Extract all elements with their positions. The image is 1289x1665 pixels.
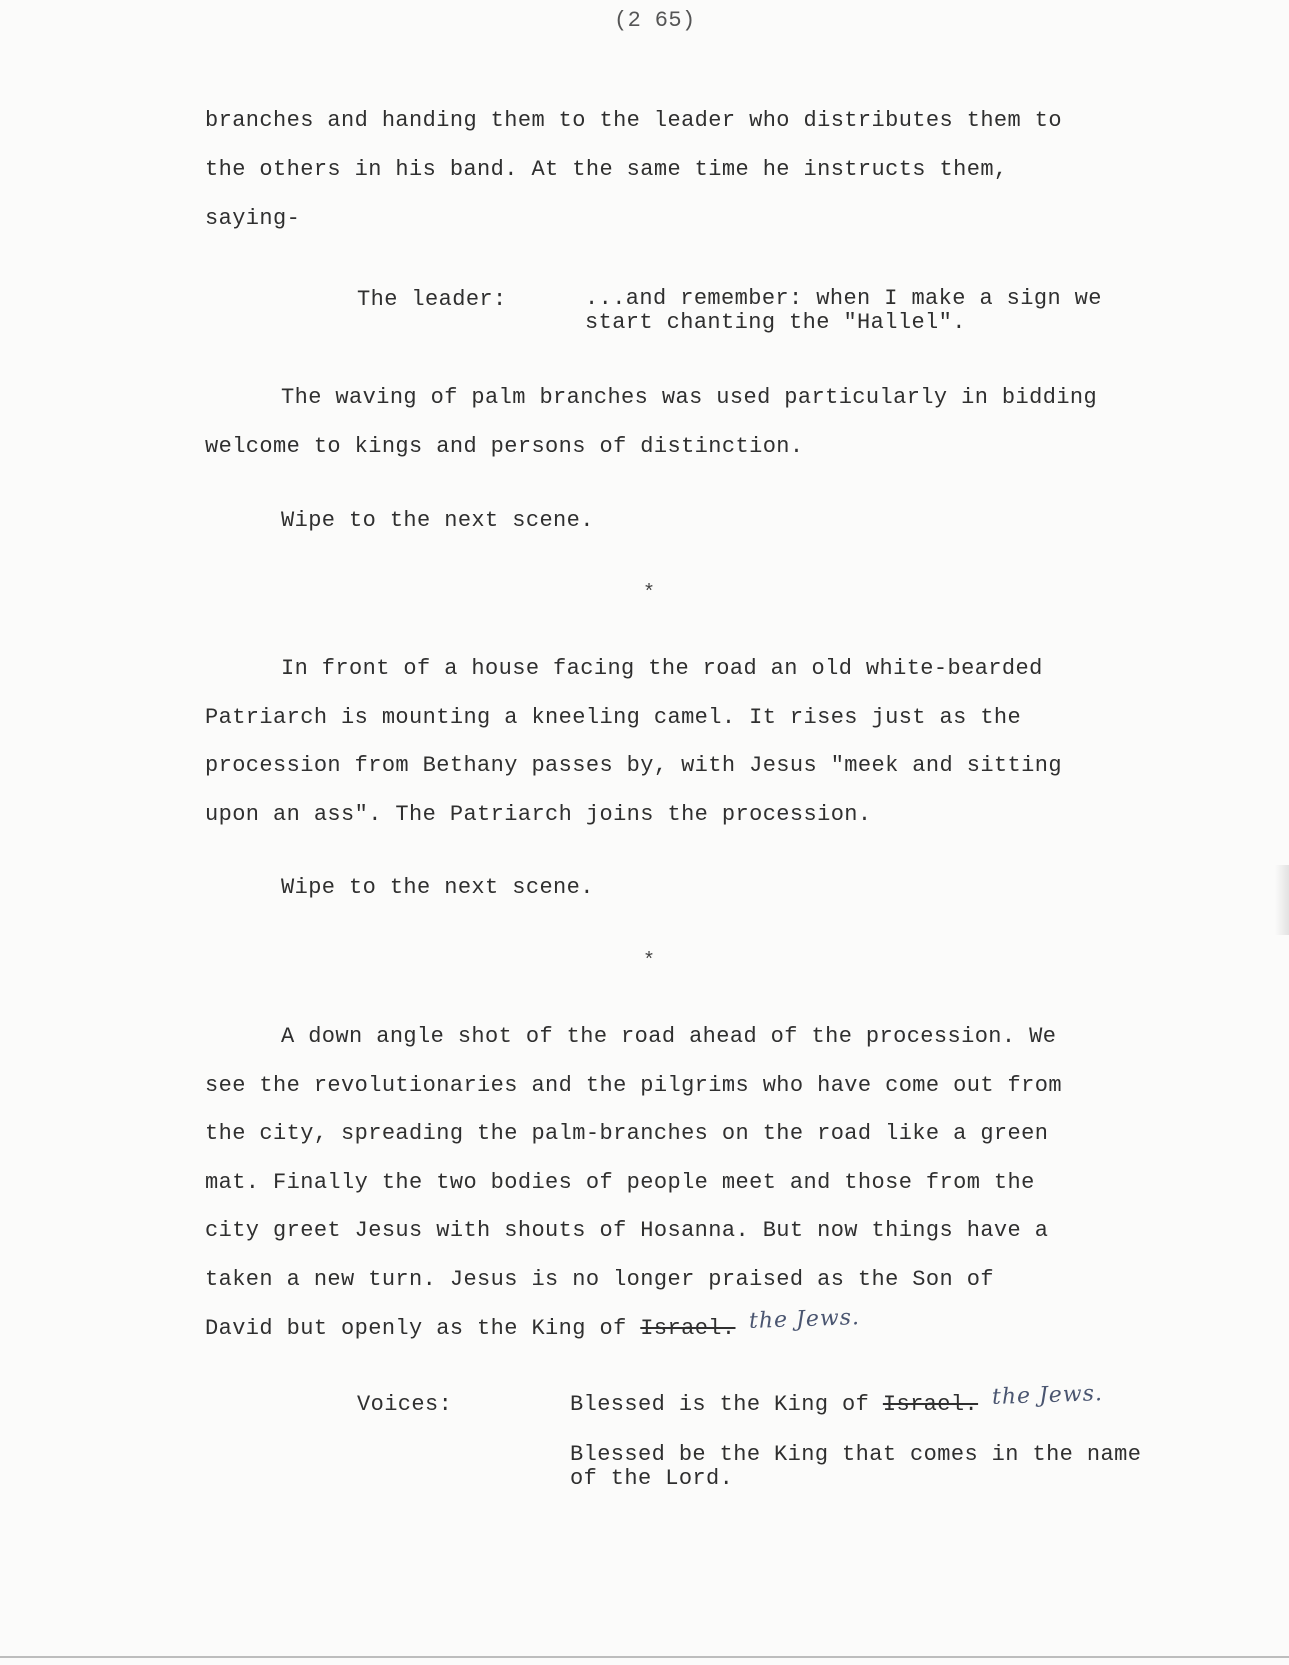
wipe-direction-1: Wipe to the next scene. — [281, 508, 594, 533]
page-edge-shadow — [1275, 865, 1289, 935]
page-number: (2 65) — [614, 8, 696, 33]
paragraph-3-line-1: In front of a house facing the road an old white-bearded — [281, 656, 1043, 681]
bottom-edge-line — [0, 1656, 1289, 1658]
scene-separator-1: * — [643, 582, 656, 605]
dialogue-leader-line-1: ...and remember: when I make a sign we — [585, 286, 1102, 311]
paragraph-4-line-7-text: David but openly as the King of — [205, 1316, 641, 1341]
struck-word-israel: Israel. — [640, 1316, 736, 1341]
wipe-direction-2: Wipe to the next scene. — [281, 875, 594, 900]
dialogue-leader-line-2: start chanting the "Hallel". — [585, 310, 966, 335]
paragraph-3-line-2: Patriarch is mounting a kneeling camel. It rises just as the — [205, 705, 1022, 730]
paragraph-3-line-4: upon an ass". The Patriarch joins the procession. — [205, 802, 872, 827]
paragraph-4-line-2: see the revolutionaries and the pilgrims who have come out from — [205, 1073, 1062, 1098]
struck-word-israel-2: Israel. — [882, 1392, 979, 1417]
paragraph-4-line-4: mat. Finally the two bodies of people meet and those from the — [205, 1170, 1035, 1195]
dialogue-speaker-voices: Voices: — [357, 1392, 453, 1417]
dialogue-voices-line-1-text: Blessed is the King of — [570, 1392, 883, 1417]
paragraph-4-line-5: city greet Jesus with shouts of Hosanna. But now things have a — [205, 1218, 1049, 1243]
paragraph-3-line-3: procession from Bethany passes by, with Jesus "meek and sitting — [205, 753, 1062, 778]
paragraph-4-line-6: taken a new turn. Jesus is no longer praised as the Son of — [205, 1267, 994, 1292]
dialogue-voices-line-3: of the Lord. — [570, 1466, 734, 1491]
paragraph-1-line-1: branches and handing them to the leader who distributes them to — [205, 108, 1062, 133]
handwritten-correction-2: the Jews. — [991, 1381, 1104, 1410]
dialogue-speaker-leader: The leader: — [357, 287, 507, 312]
paragraph-2-line-1: The waving of palm branches was used particularly in bidding — [281, 385, 1098, 410]
paragraph-4-line-3: the city, spreading the palm-branches on the road like a green — [205, 1121, 1049, 1146]
paragraph-2-line-2: welcome to kings and persons of distinction. — [205, 434, 804, 459]
paragraph-4-line-7 — [205, 1305, 861, 1341]
paragraph-1-line-3: saying- — [205, 206, 301, 231]
handwritten-correction: the Jews. — [748, 1305, 861, 1334]
dialogue-voices-line-1 — [570, 1381, 1104, 1417]
paragraph-4-line-1: A down angle shot of the road ahead of the procession. We — [281, 1024, 1057, 1049]
paragraph-1-line-2: the others in his band. At the same time he instructs them, — [205, 157, 1008, 182]
dialogue-voices-line-2: Blessed be the King that comes in the name — [570, 1442, 1142, 1467]
scene-separator-2: * — [643, 950, 656, 973]
